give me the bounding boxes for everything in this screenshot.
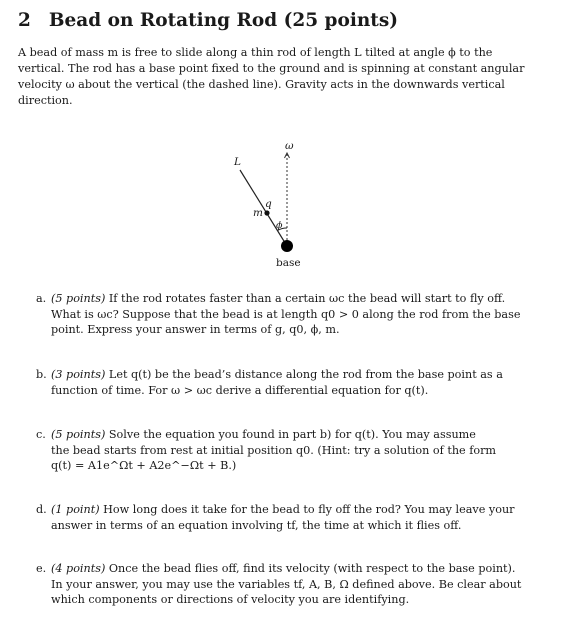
mass-label: m bbox=[253, 207, 263, 219]
omega-label: ω bbox=[285, 140, 294, 152]
phi-label: ϕ bbox=[276, 220, 283, 231]
question-body bbox=[51, 291, 526, 338]
question-text: Solve the equation you found in part b) for q(t). You may assume bbox=[108, 428, 476, 441]
question-letter: a. bbox=[36, 292, 47, 305]
problem-title-text: Bead on Rotating Rod (25 points) bbox=[48, 10, 399, 31]
question-text: Once the bead flies off, find its velocity (with respect to the base point). bbox=[108, 562, 516, 575]
question-letter: b. bbox=[36, 368, 47, 381]
question-line: point. Express your answer in terms of g, q0, ϕ, m. bbox=[51, 323, 340, 336]
question-line: answer in terms of an equation involving tf, the time at which it flies off. bbox=[51, 518, 462, 532]
question-body bbox=[51, 427, 526, 474]
question-line: q(t) = A1e^Ωt + A2e^−Ωt + B.) bbox=[51, 459, 237, 472]
points-label: (5 points) bbox=[51, 428, 106, 441]
question-line: function of time. For ω > ωc derive a differential equation for q(t). bbox=[51, 383, 429, 397]
points-label: (3 points) bbox=[51, 368, 106, 381]
points-label: (4 points) bbox=[51, 562, 106, 575]
question-line: What is ωc? Suppose that the bead is at length q0 > 0 along the rod from the base bbox=[51, 307, 521, 321]
question-line bbox=[51, 291, 526, 307]
problem-number: 2 bbox=[18, 10, 31, 31]
intro-line: direction. bbox=[18, 94, 73, 107]
question-line bbox=[51, 561, 526, 577]
rod-line bbox=[240, 170, 287, 246]
question-line bbox=[51, 427, 526, 443]
question-body bbox=[51, 502, 526, 533]
question-letter: d. bbox=[36, 503, 47, 516]
intro-line: vertical. The rod has a base point fixed to the ground and is spinning at constant angular bbox=[18, 62, 525, 75]
question-body bbox=[51, 561, 526, 608]
bead-marker bbox=[264, 210, 269, 215]
question-line: which components or directions of velocity you are identifying. bbox=[51, 593, 410, 606]
rotating-rod-figure bbox=[210, 140, 330, 270]
question-line: In your answer, you may use the variables tf, A, B, Ω defined above. Be clear about bbox=[51, 577, 522, 591]
problem-intro bbox=[18, 45, 526, 109]
question-letter: e. bbox=[36, 562, 47, 575]
intro-line: A bead of mass m is free to slide along a thin rod of length L tilted at angle ϕ to the bbox=[18, 46, 493, 59]
question-line bbox=[51, 367, 526, 383]
question-text: Let q(t) be the bead’s distance along the rod from the base point as a bbox=[108, 368, 503, 381]
base-point bbox=[281, 240, 293, 252]
points-label: (5 points) bbox=[51, 292, 106, 305]
question-line: the bead starts from rest at initial position q0. (Hint: try a solution of the form bbox=[51, 443, 497, 457]
points-label: (1 point) bbox=[51, 503, 100, 516]
intro-line: velocity ω about the vertical (the dashed line). Gravity acts in the downwards vertical bbox=[18, 78, 505, 91]
q-label: q bbox=[265, 198, 272, 210]
question-line bbox=[51, 502, 526, 518]
base-label: base bbox=[276, 257, 301, 269]
rod-length-label: L bbox=[234, 156, 241, 168]
question-body bbox=[51, 367, 526, 398]
question-text: If the rod rotates faster than a certain ωc the bead will start to fly off. bbox=[108, 292, 506, 305]
question-text: How long does it take for the bead to fly off the rod? You may leave your bbox=[103, 503, 515, 516]
problem-title bbox=[18, 10, 398, 31]
question-letter: c. bbox=[36, 428, 46, 441]
